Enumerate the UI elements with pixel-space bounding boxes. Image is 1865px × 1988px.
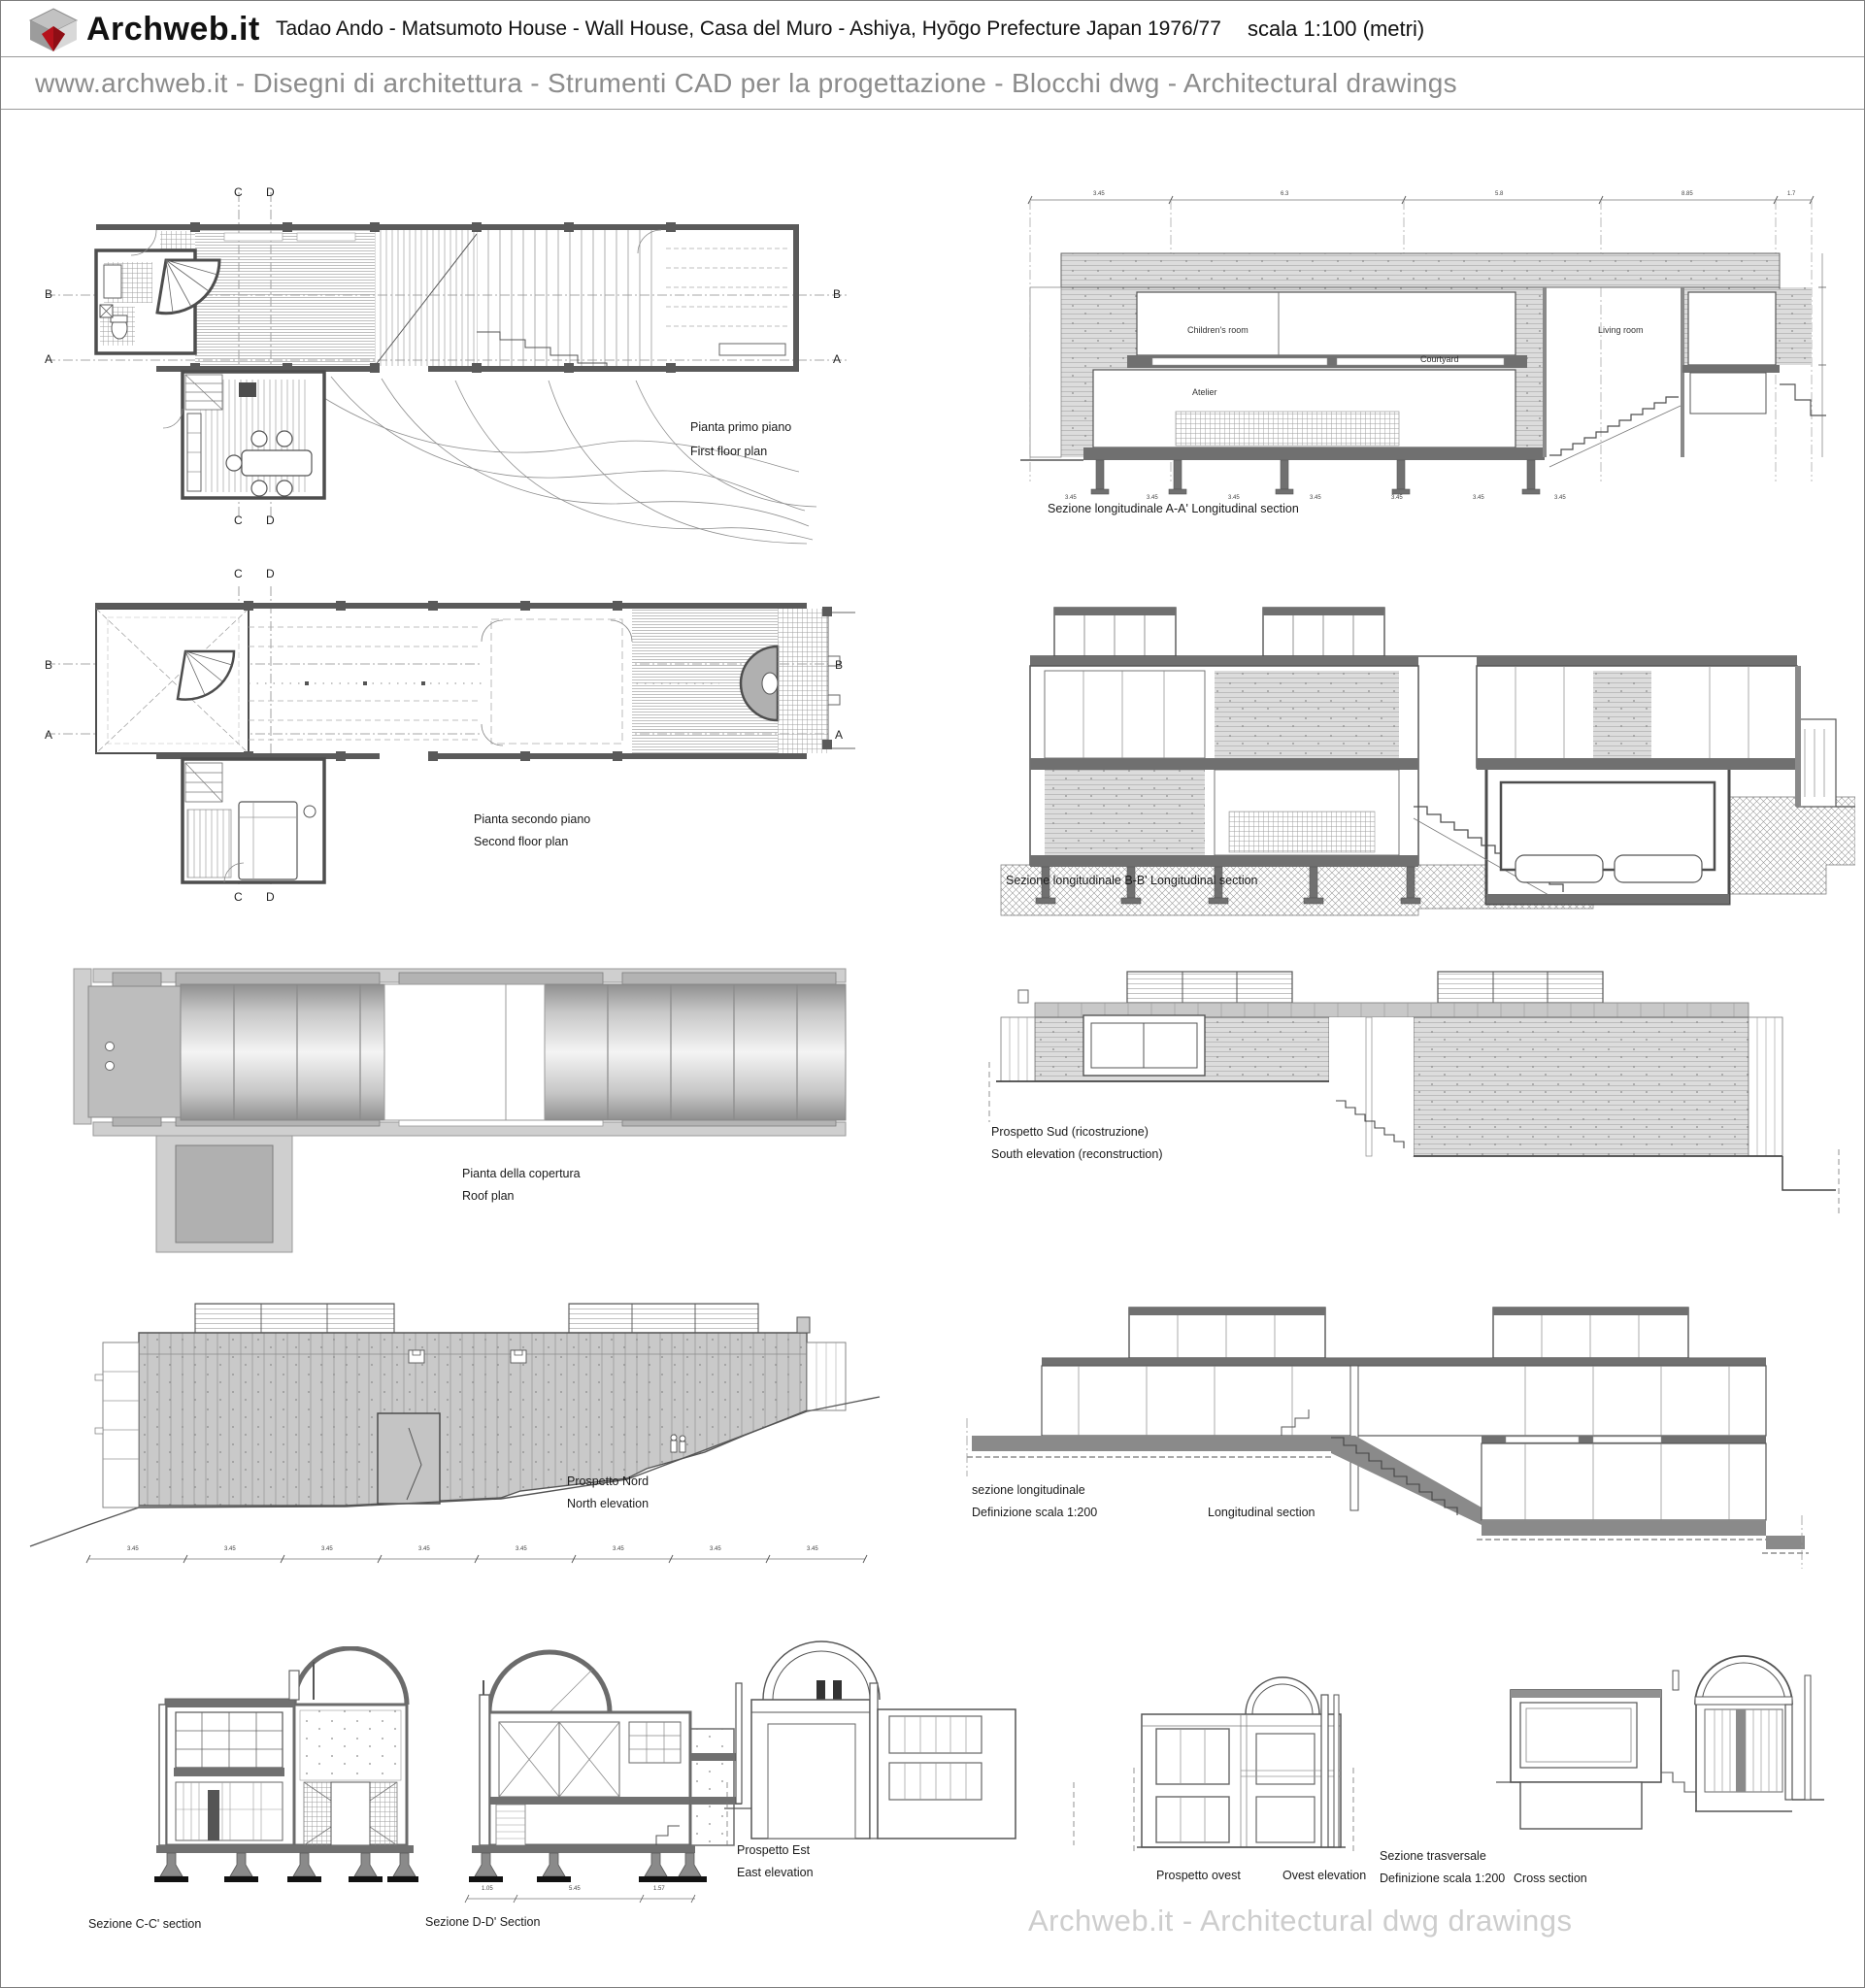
section-aa-dim: 5.8 <box>1495 191 1504 197</box>
plan2-marker-c-top: C <box>234 567 243 580</box>
cross-section-drawing <box>1496 1646 1831 1850</box>
roof-plan-title-en: Roof plan <box>462 1189 515 1203</box>
north-elevation-title-en: North elevation <box>567 1497 649 1510</box>
section-aa-room-children: Children's room <box>1187 325 1249 335</box>
north-elevation-drawing <box>25 1282 884 1583</box>
north-dim: 3.45 <box>710 1546 721 1552</box>
north-dim: 3.45 <box>807 1546 818 1552</box>
section-dd-title: Sezione D-D' Section <box>425 1915 541 1929</box>
plan1-title-en: First floor plan <box>690 445 768 458</box>
section-aa-dim: 6.3 <box>1281 191 1289 197</box>
section-aa-room-courtyard: Courtyard <box>1420 354 1459 364</box>
north-dim: 3.45 <box>224 1546 236 1552</box>
cross-section-line2: Definizione scala 1:200 <box>1380 1872 1506 1885</box>
south-elevation-drawing <box>972 957 1855 1224</box>
section-dd-dim: 5.45 <box>569 1886 581 1892</box>
subtitle-text: www.archweb.it - Disegni di architettura - Strumenti CAD per la progettazione - Blocchi dwg - Architectural drawings <box>35 68 1457 98</box>
plan1-marker-d-bottom: D <box>266 514 275 527</box>
section-aa-dim: 3.45 <box>1310 495 1321 501</box>
west-elevation-title-it: Prospetto ovest <box>1156 1869 1241 1882</box>
section-aa-drawing <box>991 161 1855 525</box>
sheet-title: Tadao Ando - Matsumoto House - Wall House, Casa del Muro - Ashiya, Hyōgo Prefecture Japan 1976/77 <box>276 17 1221 40</box>
section-cc-title: Sezione C-C' section <box>88 1917 202 1931</box>
north-dim: 3.45 <box>613 1546 624 1552</box>
longitudinal-section-200-drawing <box>923 1282 1855 1574</box>
east-elevation-title-en: East elevation <box>737 1866 814 1879</box>
section-aa-dim: 3.45 <box>1473 495 1484 501</box>
north-dim: 3.45 <box>516 1546 527 1552</box>
east-elevation-drawing <box>724 1637 1132 1860</box>
section-aa-room-atelier: Atelier <box>1192 387 1217 397</box>
north-dim: 3.45 <box>418 1546 430 1552</box>
first-floor-plan-drawing <box>40 142 855 549</box>
section-dd-dim: 1.57 <box>653 1886 665 1892</box>
plan2-marker-c-bottom: C <box>234 890 243 904</box>
section-dd-dim: 1.05 <box>482 1886 493 1892</box>
section-aa-dim: 3.45 <box>1093 191 1105 197</box>
west-elevation-title-en: Ovest elevation <box>1282 1869 1367 1882</box>
longsec200-line2: Definizione scala 1:200 <box>972 1506 1098 1519</box>
plan2-marker-b-left: B <box>45 658 53 672</box>
section-aa-dim: 3.45 <box>1228 495 1240 501</box>
plan1-marker-b-right: B <box>833 287 842 301</box>
plan2-marker-a-left: A <box>45 728 53 742</box>
longsec200-line1: sezione longitudinale <box>972 1483 1085 1497</box>
header-bar <box>1 1 1864 57</box>
section-aa-dim: 3.45 <box>1147 495 1158 501</box>
longsec200-line3: Longitudinal section <box>1208 1506 1315 1519</box>
plan2-marker-d-top: D <box>266 567 275 580</box>
watermark-text: Archweb.it - Architectural dwg drawings <box>1028 1904 1573 1938</box>
section-bb-drawing <box>972 574 1855 923</box>
west-elevation-drawing <box>1132 1675 1423 1860</box>
section-bb-title: Sezione longitudinale B-B' Longitudinal section <box>1006 874 1258 887</box>
roof-plan-drawing <box>59 957 855 1253</box>
section-aa-room-living: Living room <box>1598 325 1644 335</box>
section-aa-dim: 3.45 <box>1391 495 1403 501</box>
subtitle-bar <box>1 57 1864 110</box>
plan2-title-en: Second floor plan <box>474 835 569 848</box>
sheet-scale-note: scala 1:100 (metri) <box>1248 17 1425 41</box>
section-aa-dim: 8.85 <box>1682 191 1693 197</box>
roof-plan-title-it: Pianta della copertura <box>462 1167 581 1180</box>
section-aa-dim: 1.7 <box>1787 191 1796 197</box>
plan1-marker-a-left: A <box>45 352 53 366</box>
plan2-title-it: Pianta secondo piano <box>474 812 591 826</box>
south-elevation-title-it: Prospetto Sud (ricostruzione) <box>991 1125 1149 1139</box>
north-elevation-title-it: Prospetto Nord <box>567 1474 649 1488</box>
plan2-marker-a-right: A <box>835 728 844 742</box>
archweb-logo-text: Archweb.it <box>86 11 260 48</box>
section-dd-drawing <box>414 1637 744 1908</box>
north-dim: 3.45 <box>321 1546 333 1552</box>
archweb-logo-icon <box>28 8 79 52</box>
east-elevation-title-it: Prospetto Est <box>737 1843 811 1857</box>
section-cc-drawing <box>74 1646 418 1899</box>
plan2-marker-d-bottom: D <box>266 890 275 904</box>
plan1-marker-a-right: A <box>833 352 842 366</box>
plan1-marker-b-left: B <box>45 287 53 301</box>
section-aa-dim: 3.45 <box>1554 495 1566 501</box>
second-floor-plan-drawing <box>40 559 855 947</box>
cross-section-line1: Sezione trasversale <box>1380 1849 1486 1863</box>
plan1-marker-c-bottom: C <box>234 514 243 527</box>
south-elevation-title-en: South elevation (reconstruction) <box>991 1147 1163 1161</box>
cross-section-line3: Cross section <box>1514 1872 1587 1885</box>
north-dim: 3.45 <box>127 1546 139 1552</box>
plan1-marker-c-top: C <box>234 185 243 199</box>
section-aa-title: Sezione longitudinale A-A' Longitudinal section <box>1048 502 1299 515</box>
plan1-title-it: Pianta primo piano <box>690 420 792 434</box>
plan1-marker-d-top: D <box>266 185 275 199</box>
plan2-marker-b-right: B <box>835 658 844 672</box>
section-aa-dim: 3.45 <box>1065 495 1077 501</box>
